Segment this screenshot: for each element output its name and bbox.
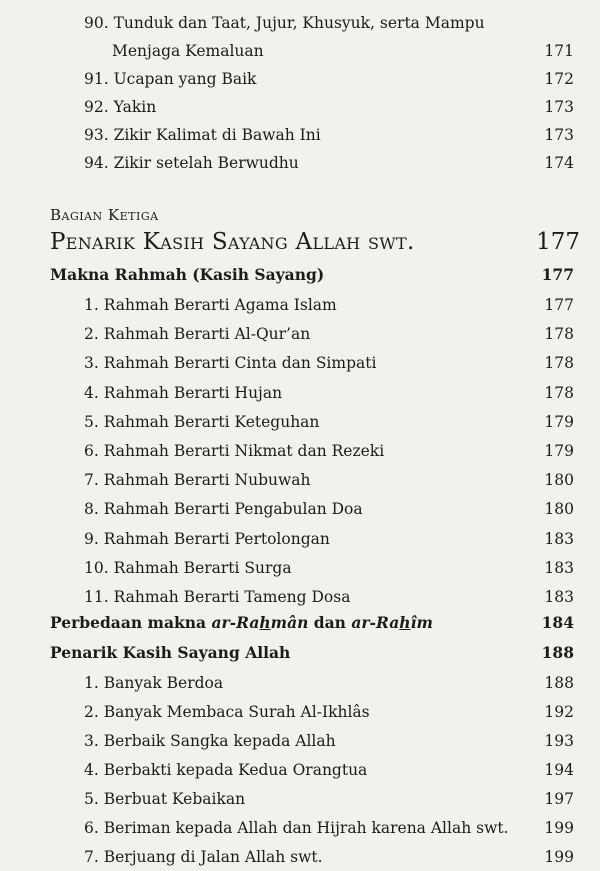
- toc-entry: [0, 525, 600, 553]
- toc-entry: [0, 756, 600, 784]
- toc-entry-page: 178: [544, 325, 574, 344]
- toc-entry-label: 7. Berjuang di Jalan Allah swt.: [84, 848, 323, 866]
- part-title-row: [50, 225, 580, 259]
- toc-entry: [0, 437, 600, 465]
- toc-entry-label: 92. Yakin: [84, 98, 157, 116]
- toc-entry-page: 180: [544, 471, 574, 490]
- part-label: Bagian Ketiga: [50, 206, 159, 224]
- section-title: [50, 609, 433, 637]
- toc-entry: [0, 9, 600, 37]
- toc-entry-label: 9. Rahmah Berarti Pertolongan: [84, 529, 330, 548]
- toc-entry-label: 7. Rahmah Berarti Nubuwah: [84, 471, 311, 490]
- toc-entry-page: 180: [544, 500, 574, 519]
- toc-entry: [0, 698, 600, 726]
- toc-entry-label: 5. Berbuat Kebaikan: [84, 790, 246, 808]
- toc-entry: [0, 93, 600, 121]
- section-title-prefix: Perbedaan makna: [50, 613, 212, 632]
- term-ar-rahman-part: mân: [270, 613, 309, 632]
- toc-entry-page: 194: [544, 761, 574, 779]
- toc-entry-page: 183: [544, 529, 574, 548]
- toc-entry-page: 188: [544, 674, 574, 692]
- toc-entry-label: 1. Banyak Berdoa: [84, 674, 224, 692]
- part-title: Penarik Kasih Sayang Allah swt.: [50, 229, 415, 255]
- toc-entry-page: 183: [544, 588, 574, 606]
- toc-entry: [0, 291, 600, 319]
- toc-entry-page: 183: [544, 558, 574, 577]
- toc-entry: [0, 727, 600, 755]
- toc-entry-label: 10. Rahmah Berarti Surga: [84, 558, 292, 577]
- term-ar-rahim-part: ar-Ra: [351, 613, 400, 632]
- toc-entry: [0, 65, 600, 93]
- section-page: 188: [541, 643, 574, 662]
- toc-entry: [0, 121, 600, 149]
- toc-entry-page: 179: [544, 412, 574, 431]
- toc-entry: [0, 554, 600, 582]
- section-page: 184: [541, 613, 574, 632]
- section-heading: [0, 609, 600, 637]
- toc-entry-label: 8. Rahmah Berarti Pengabulan Doa: [84, 500, 363, 519]
- toc-entry-page: 193: [544, 732, 574, 750]
- section-heading: [0, 261, 600, 289]
- toc-entry: [0, 785, 600, 813]
- section-title-connector: dan: [308, 613, 352, 632]
- toc-entry: [0, 379, 600, 407]
- part-title-page: 177: [536, 229, 580, 255]
- toc-entry: [0, 669, 600, 697]
- toc-entry-page: 192: [544, 703, 574, 721]
- section-title: Makna Rahmah (Kasih Sayang): [50, 265, 325, 284]
- toc-entry-label: 6. Beriman kepada Allah dan Hijrah karena Allah swt.: [84, 819, 509, 837]
- toc-entry-label: 1. Rahmah Berarti Agama Islam: [84, 296, 337, 314]
- toc-entry-label: 6. Rahmah Berarti Nikmat dan Rezeki: [84, 442, 385, 460]
- toc-entry-label: 90. Tunduk dan Taat, Jujur, Khusyuk, serta Mampu: [84, 14, 485, 32]
- toc-entry: [0, 320, 600, 348]
- toc-entry-label: 4. Rahmah Berarti Hujan: [84, 383, 283, 402]
- term-ar-rahman-part: ar-Ra: [211, 613, 260, 632]
- toc-entry: [0, 149, 600, 177]
- toc-entry-page: 177: [544, 296, 574, 314]
- toc-entry: [0, 495, 600, 523]
- term-ar-rahim-part: îm: [410, 613, 433, 632]
- section-page: 177: [541, 265, 574, 284]
- toc-entry-label: 93. Zikir Kalimat di Bawah Ini: [84, 126, 321, 144]
- section-heading: [0, 639, 600, 667]
- toc-entry-page: 173: [544, 126, 574, 144]
- toc-entry: [0, 349, 600, 377]
- toc-entry-label: 5. Rahmah Berarti Keteguhan: [84, 412, 320, 431]
- toc-entry-label: 3. Berbaik Sangka kepada Allah: [84, 732, 336, 750]
- toc-entry: [0, 466, 600, 494]
- toc-entry-page: 171: [544, 42, 574, 60]
- toc-entry-page: 172: [544, 70, 574, 88]
- toc-entry-label: 91. Ucapan yang Baik: [84, 70, 257, 88]
- toc-entry: [0, 814, 600, 842]
- toc-entry-page: 178: [544, 354, 574, 373]
- toc-entry-label: 11. Rahmah Berarti Tameng Dosa: [84, 588, 351, 606]
- toc-entry-page: 178: [544, 383, 574, 402]
- toc-entry: [0, 408, 600, 436]
- toc-entry-page: 179: [544, 442, 574, 460]
- toc-entry-label: 2. Banyak Membaca Surah Al-Ikhlâs: [84, 703, 370, 721]
- toc-entry-label: Menjaga Kemaluan: [112, 42, 264, 60]
- toc-entry-continuation: [0, 37, 600, 65]
- toc-entry: [0, 583, 600, 611]
- term-ar-rahim-part: h: [399, 613, 411, 632]
- toc-entry-label: 4. Berbakti kepada Kedua Orangtua: [84, 761, 368, 779]
- term-ar-rahman-part: h: [259, 613, 271, 632]
- toc-entry-page: 173: [544, 98, 574, 116]
- toc-entry-page: 174: [544, 154, 574, 172]
- toc-entry-page: 199: [544, 819, 574, 837]
- toc-entry-label: 3. Rahmah Berarti Cinta dan Simpati: [84, 354, 377, 373]
- toc-entry-page: 197: [544, 790, 574, 808]
- section-title: Penarik Kasih Sayang Allah: [50, 643, 291, 662]
- toc-entry-label: 94. Zikir setelah Berwudhu: [84, 154, 299, 172]
- toc-entry: [0, 843, 600, 871]
- toc-entry-label: 2. Rahmah Berarti Al-Qur’an: [84, 325, 311, 344]
- toc-entry-page: 199: [544, 848, 574, 866]
